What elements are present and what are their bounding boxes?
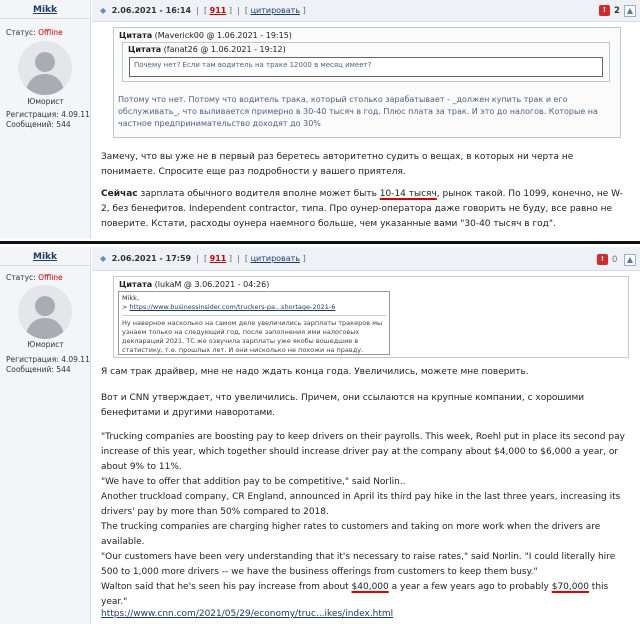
rate-up-icon[interactable]: ▲ — [624, 5, 636, 17]
post-number[interactable]: 911 — [209, 254, 227, 263]
post-link-icon[interactable]: ◆ — [100, 254, 107, 263]
avatar-silhouette-icon — [18, 41, 72, 95]
post-date: 2.06.2021 - 16:14 — [111, 6, 192, 15]
user-rank: Юморист — [27, 97, 64, 106]
user-meta: Регистрация: 4.09.11 Сообщений: 544 — [6, 355, 90, 374]
cnn-quote-paragraph: The trucking companies are charging higher rates to customers and taking on more work when the drivers are available. — [101, 522, 601, 547]
nested-quote-block — [122, 42, 610, 82]
user-sidebar — [0, 247, 91, 624]
avatar[interactable] — [18, 285, 72, 339]
username-link[interactable]: Mikk — [32, 5, 57, 15]
quote-button[interactable]: цитировать — [250, 254, 301, 263]
user-status: Статус: Offline — [6, 273, 63, 282]
nested-quote-text: Почему нет? Если там водитель на траке 12000 в месяц имеет? — [129, 57, 603, 77]
quote-inner — [118, 291, 390, 355]
user-sidebar — [0, 0, 91, 239]
post-date: 2.06.2021 - 17:59 — [111, 254, 192, 263]
post-number[interactable]: 911 — [209, 6, 227, 15]
post-header: ◆ 2.06.2021 - 16:14 | [ 911 ] | [ цитировать ] — [92, 0, 640, 22]
highlighted-salary-new: $70,000 — [551, 582, 589, 592]
cnn-quote-paragraph: Another truckload company, CR England, announced in April its third pay hike in the last three years, increasing its drivers' pay by more than 50% compared to 2018. — [101, 492, 621, 517]
quote-title: Цитата (lukaM @ 3.06.2021 - 04:26) — [119, 280, 270, 289]
user-rank: Юморист — [27, 340, 64, 349]
post-rating: 0 — [612, 255, 618, 265]
avatar-silhouette-icon — [18, 285, 72, 339]
cnn-quote-paragraph: "Our customers have been very understanding that it's necessary to raise rates," said Norlin. "I could literally hire 500 to 1,000 more drivers -- we have the business offerings from customers to keep them busy." — [101, 552, 616, 577]
quote-link-line: > https://www.businessinsider.com/truckers-pa...shortage-2021-6 — [122, 303, 336, 311]
cnn-quote-paragraph: "Trucking companies are boosting pay to keep drivers on their payrolls. This week, Roehl put in place its second pay increase of this year, which together should increase driver pay at the company about $4,000 to $6,000 a year, or about 9% to 11%. — [101, 432, 625, 472]
username-link[interactable]: Mikk — [32, 252, 57, 262]
post-paragraph: Сейчас зарплата обычного водителя вполне может быть 10-14 тысяч, рынок такой. По 1099, конечно, не W-2, без бенефитов. Independent contractor, типа. Про оунер-оператора даже говорить не буду, все равно не поверите. Кстати, расходы оунера наемного больше, чем указанные вами "30-40 тысяч в год". — [101, 189, 623, 229]
quote-button[interactable]: цитировать — [250, 6, 301, 15]
forum-post-1 — [0, 0, 640, 239]
report-icon[interactable]: ! — [599, 5, 610, 16]
post-link-icon[interactable]: ◆ — [100, 6, 107, 15]
quote-title: Цитата (Maverick00 @ 1.06.2021 - 19:15) — [119, 31, 292, 40]
quoted-link[interactable]: https://www.businessinsider.com/truckers-pa...shortage-2021-6 — [129, 303, 336, 311]
highlighted-salary: 10-14 тысяч — [379, 189, 437, 199]
quote-block — [113, 276, 629, 358]
highlighted-salary-old: $40,000 — [351, 582, 389, 592]
divider — [0, 241, 640, 244]
user-status: Статус: Offline — [6, 28, 63, 37]
quote-line: Mikk, — [122, 294, 140, 302]
rate-up-icon[interactable]: ▲ — [624, 254, 636, 266]
source-link-line — [101, 607, 629, 622]
avatar[interactable] — [18, 41, 72, 95]
report-icon[interactable]: ! — [597, 254, 608, 265]
cnn-source-link[interactable]: https://www.cnn.com/2021/05/29/economy/truc...ikes/index.html — [101, 609, 394, 619]
post-paragraph: Замечу, что вы уже не в первый раз беретесь авторитетно судить о вещах, в которых ни черта не понимаете. Спросите еще раз подробности у вашего приятеля. — [101, 152, 574, 177]
nested-quote-title: Цитата (fanat26 @ 1.06.2021 - 19:12) — [128, 45, 286, 54]
user-meta: Регистрация: 4.09.11 Сообщений: 544 — [6, 110, 90, 129]
post-header: ◆ 2.06.2021 - 17:59 | [ 911 ] | [ цитировать ] — [92, 247, 640, 271]
cnn-quote-paragraph: "We have to offer that addition pay to be competitive," said Norlin.. — [101, 477, 406, 487]
post-paragraph: Вот и CNN утверждает, что увеличились. Причем, они ссылаются на крупные компании, с хорошими бенефитами и другими наворотами. — [101, 393, 585, 418]
cnn-quote-paragraph: Walton said that he's seen his pay increase from about $40,000 a year a few years ago to probably $70,000 this year." — [101, 582, 609, 607]
post-rating: 2 — [614, 6, 620, 16]
quote-text: Ну наверное насколько на самом деле увеличились зарплаты тракеров мы узнаем только на следующий год, после заполнения ими налоговых деклараций 2021. ТС же озвучила зарплаты уже якобы вошедшие в статистику, т.е. прошлых лет. И они нисколько не похожи на правду. — [122, 319, 383, 354]
quote-text: Потому что нет. Потому что водитель трака, который столько зарабатывает - _должен купить трак и его обслуживать_, что выливается примерно в 30-40 тысяч в год. Плюс плата за трак. И это до налогов. Которые на частное предпринимательство доходят до 30% — [118, 95, 598, 128]
quote-block — [113, 27, 621, 138]
post-paragraph: Я сам трак драйвер, мне не надо ждать конца года. Увеличились, можете мне поверить. — [101, 367, 529, 377]
forum-post-2 — [0, 247, 640, 624]
